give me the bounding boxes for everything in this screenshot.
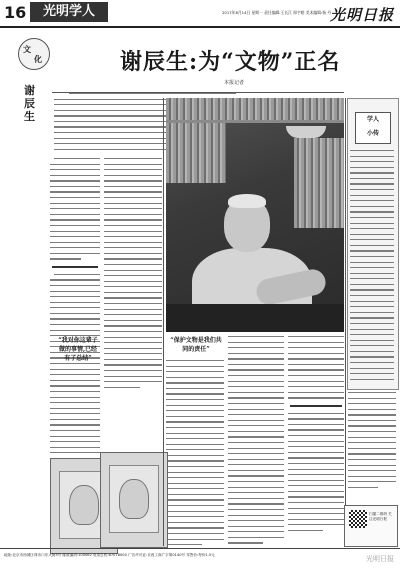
text-column bbox=[348, 392, 396, 502]
text-column bbox=[50, 158, 100, 458]
masthead bbox=[0, 0, 400, 28]
section-label: 光明学人 bbox=[30, 2, 108, 22]
text-column bbox=[228, 336, 284, 546]
pull-quote: “我对你这辈子做的事情,已经有了总结” bbox=[58, 337, 98, 362]
footer-text: 地址:北京市西城区珠市口东大街5号 邮政编码:100062 电话总机:67078000 广告许可证:京西工商广字第0140号 零售价:每份1.5元 bbox=[4, 553, 215, 557]
date-line: 2017年8月14日 星期一 责任编辑:王长江 邢宇皓 美术编辑:杨 丹 bbox=[222, 10, 332, 15]
qr-code-icon bbox=[349, 510, 367, 528]
page-number: 16 bbox=[4, 3, 27, 22]
column-badge bbox=[18, 38, 50, 70]
paper-logo: 光明日报 bbox=[329, 6, 394, 24]
article-headline: 谢辰生:为“文物”正名 bbox=[120, 49, 341, 75]
page-footer bbox=[0, 548, 400, 568]
book-cover-image bbox=[100, 452, 168, 548]
column-rule bbox=[163, 98, 164, 546]
watermark: 光明日报 bbox=[366, 555, 394, 563]
sidebar-title bbox=[355, 112, 391, 144]
pull-quote: “保护文物是我们共同的责任” bbox=[170, 337, 222, 353]
column-badge-char: 文 bbox=[23, 44, 31, 54]
sidebar-text bbox=[350, 150, 394, 380]
article-byline: 本报记者 bbox=[224, 80, 245, 86]
portrait-photo bbox=[166, 98, 344, 332]
column-badge-char: 化 bbox=[34, 54, 42, 64]
ad-text: 扫描二维码 关注光明日报 bbox=[369, 512, 392, 521]
text-column bbox=[166, 360, 224, 546]
text-column bbox=[104, 158, 162, 388]
qr-ad-box bbox=[344, 505, 398, 547]
column-rule bbox=[345, 98, 346, 546]
sidebar-title-line: 小传 bbox=[366, 130, 379, 137]
column-subtitle: 谢辰生 bbox=[24, 84, 35, 123]
text-column bbox=[288, 336, 344, 546]
sidebar-title-line: 学人 bbox=[366, 116, 379, 123]
